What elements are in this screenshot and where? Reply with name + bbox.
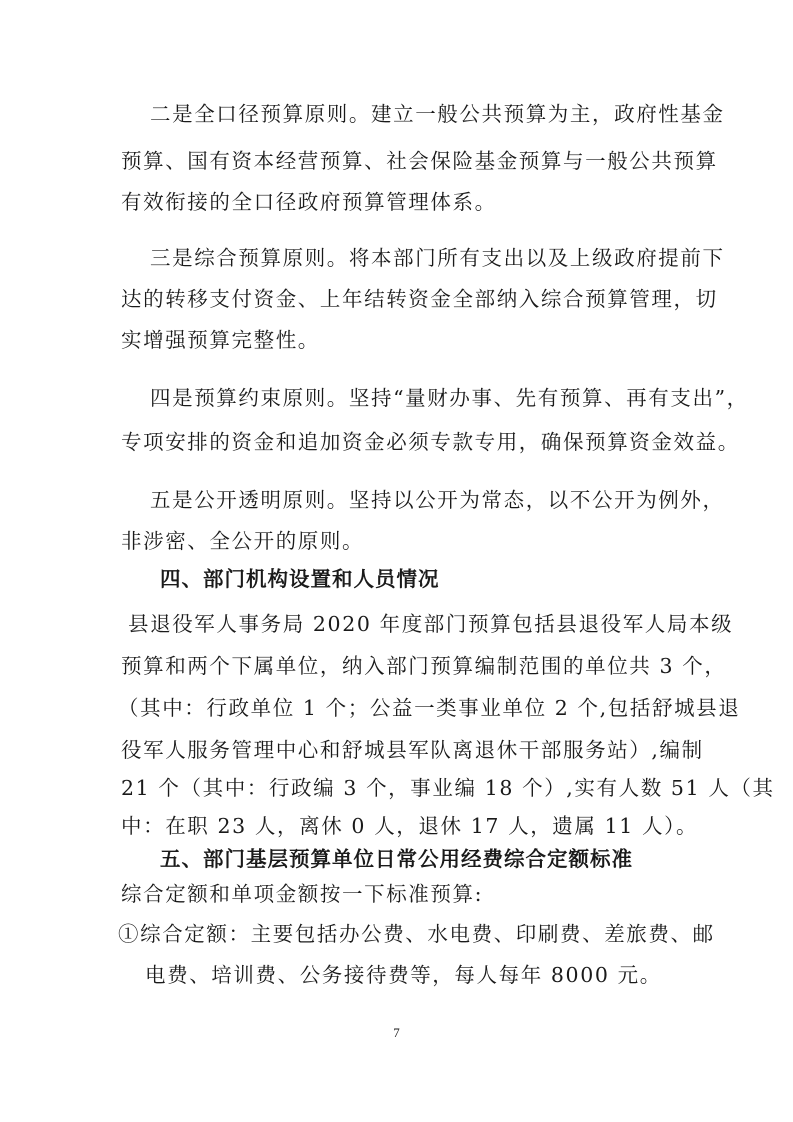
paragraph-line: 二是全口径预算原则。建立一般公共预算为主，政府性基金 — [150, 102, 725, 126]
paragraph-line: 综合定额和单项金额按一下标准预算: — [121, 882, 484, 906]
list-item-line: ①综合定额：主要包括办公费、水电费、印刷费、差旅费、邮 — [118, 922, 715, 946]
list-item-line: 电费、培训费、公务接待费等，每人每年 8000 元。 — [145, 963, 662, 987]
paragraph-line: 四是预算约束原则。坚持“量财办事、先有预算、再有支出”， — [150, 386, 749, 410]
section-heading: 五、部门基层预算单位日常公用经费综合定额标准 — [160, 847, 633, 871]
paragraph-line: 预算、国有资本经营预算、社会保险基金预算与一般公共预算 — [121, 149, 718, 173]
paragraph-line: 预算和两个下属单位，纳入部门预算编制范围的单位共 3 个， — [121, 654, 727, 678]
paragraph-line: 县退役军人事务局 2020 年度部门预算包括县退役军人局本级 — [128, 612, 734, 636]
paragraph-line: 中：在职 23 人，离休 0 人，退休 17 人，遗属 11 人）。 — [121, 814, 699, 838]
paragraph-line: 专项安排的资金和追加资金必须专款专用，确保预算资金效益。 — [121, 430, 740, 454]
paragraph-line: （其中：行政单位 1 个；公益一类事业单位 2 个,包括舒城县退 — [118, 696, 741, 720]
paragraph-line: 非涉密、全公开的原则。 — [121, 529, 365, 553]
paragraph-line: 五是公开透明原则。坚持以公开为常态，以不公开为例外， — [150, 488, 725, 512]
paragraph-line: 有效衔接的全口径政府预算管理体系。 — [121, 190, 497, 214]
paragraph-line: 三是综合预算原则。将本部门所有支出以及上级政府提前下 — [150, 246, 725, 270]
paragraph-line: 达的转移支付资金、上年结转资金全部纳入综合预算管理，切 — [121, 287, 718, 311]
paragraph-line: 21 个（其中：行政编 3 个，事业编 18 个）,实有人数 51 人（其 — [121, 776, 775, 800]
paragraph-line: 实增强预算完整性。 — [121, 328, 320, 352]
section-heading: 四、部门机构设置和人员情况 — [160, 567, 440, 591]
page-number: 7 — [393, 1025, 400, 1040]
paragraph-line: 役军人服务管理中心和舒城县军队离退休干部服务站）,编制 — [121, 738, 704, 762]
